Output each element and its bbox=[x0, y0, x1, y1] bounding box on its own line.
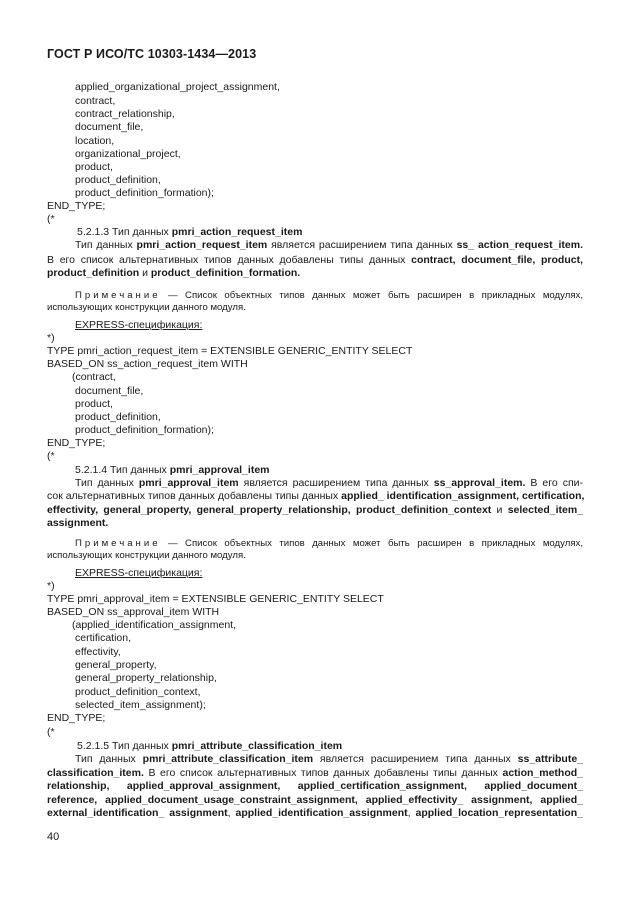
type-name: pmri_approval_item bbox=[138, 477, 239, 489]
paragraph-line bbox=[47, 254, 583, 267]
end-type: END_TYPE; bbox=[47, 200, 106, 212]
code-line: BASED_ON ss_action_request_item WITH bbox=[47, 358, 248, 370]
page-number: 40 bbox=[47, 831, 60, 843]
type-name: ss_ action_request_item. bbox=[456, 239, 583, 251]
end-type: END_TYPE; bbox=[47, 712, 106, 724]
code-line: product_definition, bbox=[75, 174, 161, 186]
type-name: ss_approval_item. bbox=[433, 477, 526, 489]
code-line: product_definition_formation); bbox=[75, 424, 214, 436]
express-label: EXPRESS-спецификация: bbox=[75, 319, 203, 331]
text: Тип данных bbox=[75, 753, 143, 765]
text: является расширением типа данных bbox=[238, 477, 434, 489]
text: сок альтернативных типов данных добавлены типы данных bbox=[47, 490, 342, 502]
code-line: (contract, bbox=[72, 371, 116, 383]
type-name: applied_identification_assignment bbox=[235, 807, 408, 819]
type-name: selected_item_ bbox=[507, 504, 583, 516]
code-line: selected_item_assignment); bbox=[75, 699, 206, 711]
paragraph-line bbox=[75, 477, 583, 490]
type-name: ss_attribute_ bbox=[517, 753, 583, 765]
code-line: product, bbox=[75, 398, 113, 410]
code-line: product_definition_context, bbox=[75, 686, 201, 698]
type-name: action_method_ bbox=[502, 767, 583, 779]
type-name: effectivity, general_property, general_property_relationship, product_definition_context bbox=[47, 504, 492, 516]
note-line: использующих конструкции данного модуля. bbox=[47, 302, 246, 313]
text: Тип данных bbox=[75, 477, 139, 489]
paragraph-line bbox=[75, 239, 583, 252]
type-name: product_definition_formation. bbox=[150, 267, 301, 279]
note-line: использующих конструкции данного модуля. bbox=[47, 550, 246, 561]
paragraph-line bbox=[47, 767, 583, 780]
code-line: general_property_relationship, bbox=[75, 672, 217, 684]
code-line: TYPE pmri_approval_item = EXTENSIBLE GENERIC_ENTITY SELECT bbox=[47, 593, 384, 605]
section-type-name: pmri_action_request_item bbox=[171, 226, 303, 238]
code-line: BASED_ON ss_approval_item WITH bbox=[47, 606, 220, 618]
paragraph-line bbox=[47, 807, 583, 820]
paragraph-line: assignment. bbox=[47, 517, 109, 529]
text: Тип данных bbox=[75, 239, 137, 251]
code-line: general_property, bbox=[75, 659, 157, 671]
section-heading bbox=[77, 740, 342, 753]
paragraph-line bbox=[47, 490, 583, 503]
express-label: EXPRESS-спецификация: bbox=[75, 567, 203, 579]
text: и bbox=[139, 267, 151, 279]
paragraph-line: relationship, applied_approval_assignment, applied_certification_assignment, applied_document_ bbox=[47, 780, 583, 792]
note-label: Примечание bbox=[75, 538, 161, 549]
type-name: pmri_action_request_item bbox=[136, 239, 268, 251]
comment-open: (* bbox=[47, 450, 55, 462]
text: В его список альтернативных типов данных добавлены типы данных bbox=[143, 767, 503, 779]
code-line: effectivity, bbox=[75, 646, 121, 658]
text: В его спи- bbox=[525, 477, 583, 489]
type-name: classification_item. bbox=[47, 767, 144, 779]
section-number: 5.2.1.5 Тип данных bbox=[77, 740, 172, 752]
code-line: product_definition_formation); bbox=[75, 187, 214, 199]
section-type-name: pmri_attribute_classification_item bbox=[171, 740, 343, 752]
text: и bbox=[491, 504, 508, 516]
note-text: — Список объектных типов данных может быть расширен в прикладных модулях, bbox=[160, 538, 583, 549]
code-line: document_file, bbox=[75, 385, 144, 397]
paragraph-line bbox=[47, 504, 583, 517]
code-line: certification, bbox=[75, 632, 132, 644]
type-name: applied_ identification_assignment, certification, bbox=[341, 490, 585, 502]
section-heading bbox=[75, 464, 270, 477]
type-name: pmri_attribute_classification_item bbox=[142, 753, 314, 765]
type-name: external_identification_ assignment bbox=[47, 807, 228, 819]
comment-close: *) bbox=[47, 580, 55, 592]
section-number: 5.2.1.3 Тип данных bbox=[77, 226, 172, 238]
end-type: END_TYPE; bbox=[47, 437, 106, 449]
document-header: ГОСТ Р ИСО/ТС 10303-1434—2013 bbox=[47, 47, 257, 61]
text: , bbox=[407, 807, 416, 819]
note-line bbox=[75, 290, 583, 302]
code-line: contract_relationship, bbox=[75, 108, 175, 120]
code-line: document_file, bbox=[75, 121, 144, 133]
section-heading bbox=[77, 226, 302, 239]
type-name: applied_location_representation_ bbox=[415, 807, 583, 819]
code-line: product_definition, bbox=[75, 411, 161, 423]
code-line: contract, bbox=[75, 95, 116, 107]
comment-close: *) bbox=[47, 332, 55, 344]
section-type-name: pmri_approval_item bbox=[169, 464, 270, 476]
text: В его список альтернативных типов данных добавлены типы данных bbox=[47, 254, 412, 266]
comment-open: (* bbox=[47, 213, 55, 225]
comment-open: (* bbox=[47, 726, 55, 738]
code-line: product, bbox=[75, 161, 113, 173]
note-text: — Список объектных типов данных может быть расширен в прикладных модулях, bbox=[160, 290, 583, 301]
type-name: product_definition bbox=[47, 267, 140, 279]
text: является расширением типа данных bbox=[267, 239, 457, 251]
type-name: contract, document_file, product, bbox=[411, 254, 583, 266]
paragraph-line bbox=[47, 267, 300, 280]
code-line: (applied_identification_assignment, bbox=[72, 619, 237, 631]
code-line: applied_organizational_project_assignment, bbox=[75, 81, 280, 93]
code-line: location, bbox=[75, 135, 115, 147]
text: , bbox=[227, 807, 236, 819]
code-line: organizational_project, bbox=[75, 148, 181, 160]
text: является расширением типа данных bbox=[313, 753, 518, 765]
section-number: 5.2.1.4 Тип данных bbox=[75, 464, 170, 476]
note-label: Примечание bbox=[75, 290, 161, 301]
code-line: TYPE pmri_action_request_item = EXTENSIBLE GENERIC_ENTITY SELECT bbox=[47, 345, 413, 357]
paragraph-line: reference, applied_document_usage_constraint_assignment, applied_effectivity_ assignment, applied_ bbox=[47, 794, 583, 806]
note-line bbox=[75, 538, 583, 550]
paragraph-line bbox=[75, 753, 583, 766]
